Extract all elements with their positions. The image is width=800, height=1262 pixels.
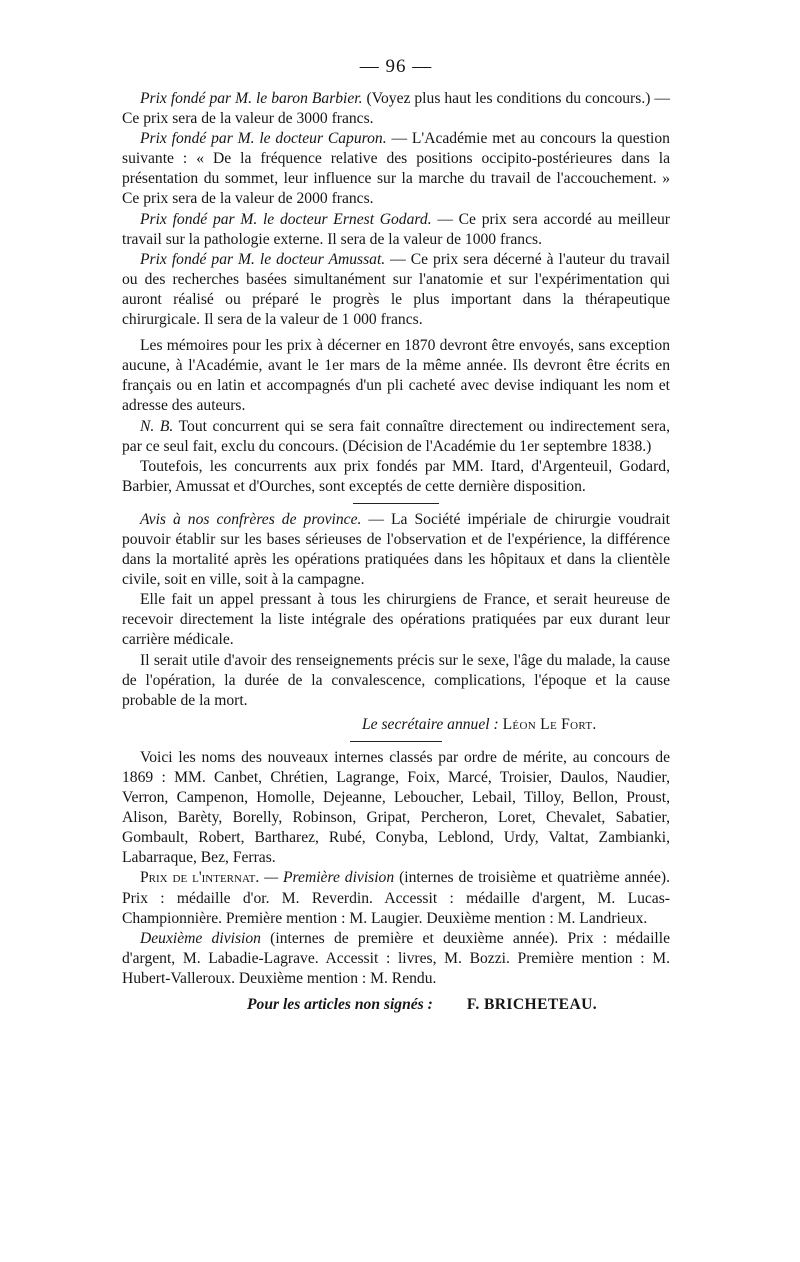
paragraph-lead: Avis à nos confrères de province. — [140, 510, 362, 528]
paragraph-renseignements — [122, 651, 670, 711]
paragraph-text: Voici les noms des nouveaux internes classés par ordre de mérite, au concours de 1869 : MM. Canbet, Chrétien, Lagrange, Foix, Marcé, Troisier, Daulos, Naudier, Verron, Campenon, Homolle, Dejeanne, Leboucher, Lebail, Tilloy, Bellon, Proust, Alison, Barèty, Borelly, Robinson, Gripat, Percheron, Loret, Chevalet, Sabatier, Gombault, Robert, Bartharez, Rubé, Conyba, Leblond, Urdy, Valtat, Zambianki, Labarraque, Bez, Ferras. — [122, 748, 670, 867]
paragraph-memoires — [122, 336, 670, 416]
signature-role: Le secrétaire annuel : — [362, 715, 499, 733]
paragraph-avis-province — [122, 510, 670, 590]
paragraph-prix-amussat — [122, 250, 670, 330]
paragraph-prix-barbier — [122, 89, 670, 129]
footer-lead: Pour les articles non signés : — [247, 996, 433, 1014]
footer-author: F. BRICHETEAU. — [466, 996, 598, 1014]
paragraph-lead: Prix fondé par M. le docteur Amussat. — [140, 250, 386, 268]
paragraph-nota-bene — [122, 417, 670, 457]
paragraph-deuxieme-division — [122, 929, 670, 989]
signature-name: Léon Le Fort. — [502, 715, 597, 733]
paragraph-text: Les mémoires pour les prix à décerner en 1870 devront être envoyés, sans exception aucune, à l'Académie, avant le 1er mars de la même année. Ils devront être écrits en français ou en latin et accompagnés d'un pli cacheté avec devise indiquant les nom et adresse des auteurs. — [122, 337, 670, 415]
paragraph-text: (Voyez plus haut les conditions du concours.) — Ce prix sera de la valeur de 3000 francs. — [122, 90, 670, 128]
paragraph-text: Il serait utile d'avoir des renseignements précis sur le sexe, l'âge du malade, la cause de l'opération, la durée de la convalescence, complications, l'époque et la cause probable de la mort. — [122, 651, 670, 709]
paragraph-internes — [122, 748, 670, 869]
page-number: — 96 — — [359, 56, 433, 77]
paragraph-lead: Prix fondé par M. le docteur Capuron. — [140, 130, 387, 148]
paragraph-text: — Ce prix sera décerné à l'auteur du travail ou des recherches basées simultanément sur l'anatomie et sur l'expérimentation qui auront réalisé ou préparé le progrès le plus important dans la thérapeutique chirurgicale. Il sera de la valeur de 1 000 francs. — [122, 250, 670, 329]
section-divider — [353, 503, 439, 504]
paragraph-text: (internes de première et deuxième année). Prix : médaille d'argent, M. Labadie-Lagrave. Accessit : livres, M. Bozzi. Première mention : M. Hubert-Valleroux. Deuxième mention : M. Rendu. — [122, 929, 670, 987]
paragraph-lead: N. B. — [140, 417, 174, 435]
paragraph-toutefois — [122, 457, 670, 497]
section-divider — [350, 741, 442, 742]
paragraph-text: — La Société impériale de chirurgie voudrait pouvoir établir sur les bases sérieuses de l'observation et de l'expérience, la différence dans la mortalité après les opérations pratiquées dans les hôpitaux et dans la clientèle civile, soit en ville, soit à la campagne. — [122, 510, 670, 589]
paragraph-lead: Prix fondé par M. le baron Barbier. — [140, 90, 363, 107]
paragraph-lead: Deuxième division — [140, 929, 261, 947]
paragraph-text: Tout concurrent qui se sera fait connaître directement ou indirectement sera, par ce seul fait, exclu du concours. (Décision de l'Académie du 1er septembre 1838.) — [122, 417, 670, 455]
document-page — [122, 55, 670, 1015]
paragraph-text: (internes de troisième et quatrième année). Prix : médaille d'or. M. Reverdin. Accessit : médaille d'argent, M. Lucas-Championnière. Première mention : M. Laugier. Deuxième mention : M. Landrieux. — [122, 869, 670, 927]
paragraph-text: — Ce prix sera accordé au meilleur travail sur la pathologie externe. Il sera de la valeur de 1000 francs. — [122, 210, 670, 248]
signature-secretaire — [122, 715, 670, 735]
paragraph-prix-capuron — [122, 129, 670, 209]
paragraph-prix-godard — [122, 210, 670, 250]
paragraph-lead: Prix fondé par M. le docteur Ernest Godard. — [140, 210, 432, 228]
paragraph-text: Toutefois, les concurrents aux prix fondés par MM. Itard, d'Argenteuil, Godard, Barbier, Amussat et d'Ourches, sont exceptés de cette dernière disposition. — [122, 457, 670, 495]
paragraph-lead-smallcaps: Prix de l'internat. — [140, 869, 260, 887]
paragraph-appel — [122, 590, 670, 650]
footer-signature — [122, 995, 670, 1015]
paragraph-lead: — Première division — [259, 869, 395, 887]
paragraph-premiere-division — [122, 868, 670, 928]
paragraph-text: — L'Académie met au concours la question suivante : « De la fréquence relative des positions occipito-postérieures dans la présentation du sommet, leur influence sur la marche du travail de l'accouchement. » Ce prix sera de la valeur de 2000 francs. — [122, 130, 670, 208]
paragraph-text: Elle fait un appel pressant à tous les chirurgiens de France, et serait heureuse de recevoir directement la liste intégrale des opérations pratiquées par eux durant leur carrière médicale. — [122, 591, 670, 649]
